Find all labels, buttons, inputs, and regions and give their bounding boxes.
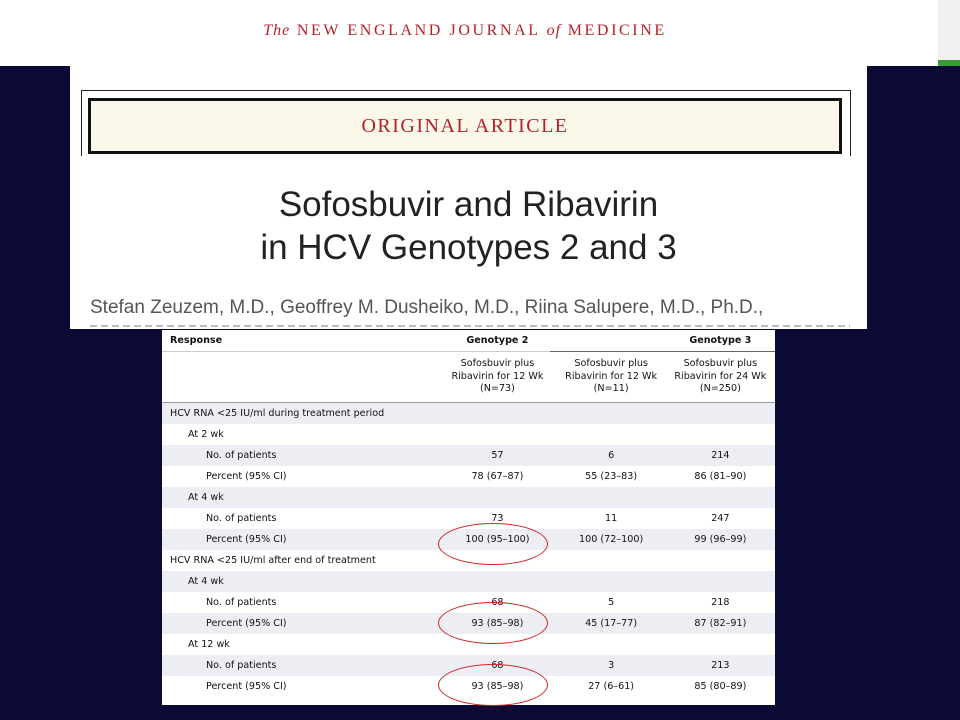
cell-genotype3-12wk xyxy=(557,634,666,655)
article-title-line-2: in HCV Genotypes 2 and 3 xyxy=(260,228,677,267)
masthead-end: MEDICINE xyxy=(567,22,667,39)
row-label: No. of patients xyxy=(162,445,438,466)
cell-genotype3-12wk xyxy=(557,403,666,425)
subheader-group-1-line-1: Sofosbuvir plus xyxy=(460,358,535,370)
subheader-group-3-line-1: Sofosbuvir plus xyxy=(683,358,758,370)
table-row xyxy=(162,403,775,425)
subheader-group-1 xyxy=(438,352,556,403)
article-title-line-1: Sofosbuvir and Ribavirin xyxy=(278,185,659,224)
table-row xyxy=(162,424,775,445)
cell-genotype3-24wk xyxy=(666,571,775,592)
subheader-group-1-line-2: Ribavirin for 12 Wk xyxy=(451,370,544,382)
cell-genotype3-12wk xyxy=(557,424,666,445)
masthead-the: The xyxy=(263,22,291,39)
row-label: No. of patients xyxy=(206,597,277,608)
header-genotype-3 xyxy=(666,330,775,352)
cell-genotype3-12wk: 5 xyxy=(608,597,615,608)
row-label: No. of patients xyxy=(162,655,438,676)
subheader-group-3 xyxy=(666,352,775,403)
row-label: HCV RNA <25 IU/ml after end of treatment xyxy=(170,555,376,566)
row-label: No. of patients xyxy=(206,513,277,524)
cell-genotype2-12wk: 93 (85–98) xyxy=(471,681,524,692)
cell-genotype3-24wk: 86 (81–90) xyxy=(694,471,747,482)
row-label: Percent (95% CI) xyxy=(206,471,287,482)
journal-header-bar xyxy=(0,0,960,66)
cell-genotype3-12wk: 55 (23–83) xyxy=(585,471,638,482)
cell-genotype3-24wk xyxy=(666,634,775,655)
cell-genotype2-12wk: 68 xyxy=(438,655,556,676)
row-label: At 2 wk xyxy=(188,429,224,440)
cell-genotype3-12wk xyxy=(557,487,666,508)
masthead-middle: NEW ENGLAND JOURNAL xyxy=(296,22,541,39)
cell-genotype3-12wk: 11 xyxy=(605,513,618,524)
cell-genotype2-12wk: 73 xyxy=(491,513,504,524)
row-label: Percent (95% CI) xyxy=(162,613,438,634)
cell-genotype3-24wk: 218 xyxy=(711,597,730,608)
cell-genotype3-12wk: 27 (6–61) xyxy=(588,681,635,692)
header-genotype-2: Genotype 2 xyxy=(438,330,556,352)
table-row xyxy=(162,487,775,508)
cell-genotype3-24wk: 99 (96–99) xyxy=(666,529,775,550)
row-label: At 4 wk xyxy=(162,571,438,592)
subheader-group-2-line-3: (N=11) xyxy=(593,383,629,395)
cell-genotype2-12wk: 68 xyxy=(491,597,504,608)
slide-accent-bar xyxy=(938,60,960,66)
cell-genotype2-12wk xyxy=(438,487,556,508)
cell-genotype3-12wk xyxy=(557,571,666,592)
cell-genotype3-12wk: 45 (17–77) xyxy=(557,613,666,634)
cell-genotype3-12wk xyxy=(557,550,666,571)
subheader-group-1-line-3: (N=73) xyxy=(479,383,515,395)
table-row xyxy=(162,571,775,592)
genotype-3-span-rule xyxy=(550,351,775,352)
row-label: At 4 wk xyxy=(162,487,438,508)
cell-genotype2-12wk xyxy=(438,571,556,592)
header-response: Response xyxy=(162,330,438,352)
row-label: HCV RNA <25 IU/ml during treatment period xyxy=(162,403,438,425)
subheader-group-3-line-3: (N=250) xyxy=(699,383,741,395)
cell-genotype3-24wk: 87 (82–91) xyxy=(666,613,775,634)
slide-edge-strip xyxy=(938,0,960,66)
subheader-blank xyxy=(162,352,438,403)
row-label: Percent (95% CI) xyxy=(162,529,438,550)
subheader-group-2-line-1: Sofosbuvir plus xyxy=(574,358,648,370)
cell-genotype3-24wk xyxy=(666,403,775,425)
article-header-panel xyxy=(70,66,867,329)
highlight-circle-4wk-post-treatment xyxy=(438,602,548,644)
article-type-label: ORIGINAL ARTICLE xyxy=(361,115,569,137)
row-label: Percent (95% CI) xyxy=(206,681,287,692)
subheader-group-2-line-2: Ribavirin for 12 Wk xyxy=(565,370,658,382)
cell-genotype2-12wk xyxy=(438,403,556,425)
cell-genotype2-12wk: 78 (67–87) xyxy=(471,471,524,482)
subheader-group-2 xyxy=(557,352,666,403)
cell-genotype3-12wk: 100 (72–100) xyxy=(557,529,666,550)
cell-genotype3-24wk xyxy=(666,550,775,571)
highlight-circle-4wk-on-treatment xyxy=(438,523,548,565)
results-table-panel xyxy=(162,330,775,705)
header-genotype-3-spacer xyxy=(557,330,666,352)
article-type-box xyxy=(88,98,842,154)
table-row xyxy=(162,466,775,487)
cell-genotype3-12wk: 6 xyxy=(557,445,666,466)
author-list: Stefan Zeuzem, M.D., Geoffrey M. Dusheiko, M.D., Riina Salupere, M.D., Ph.D., xyxy=(90,297,764,318)
subheader-group-3-line-2: Ribavirin for 24 Wk xyxy=(674,370,767,382)
cell-genotype3-12wk: 3 xyxy=(557,655,666,676)
masthead-of: of xyxy=(546,22,562,39)
cell-genotype3-24wk: 247 xyxy=(711,513,730,524)
cell-genotype3-24wk: 85 (80–89) xyxy=(694,681,747,692)
article-title xyxy=(70,183,867,269)
cell-genotype3-24wk xyxy=(666,424,775,445)
row-label: At 12 wk xyxy=(188,639,230,650)
table-row xyxy=(162,445,775,466)
cell-genotype3-24wk: 213 xyxy=(666,655,775,676)
cell-genotype2-12wk: 57 xyxy=(438,445,556,466)
cell-genotype2-12wk: 100 (95–100) xyxy=(438,529,556,550)
cell-genotype3-24wk: 214 xyxy=(666,445,775,466)
author-list-cropped-line xyxy=(90,322,850,328)
cell-genotype3-24wk xyxy=(666,487,775,508)
journal-masthead xyxy=(0,22,930,40)
table-subheader-row xyxy=(162,352,775,403)
highlight-circle-12wk-post-treatment xyxy=(438,664,548,706)
table-header-row xyxy=(162,330,775,352)
cell-genotype2-12wk: 93 (85–98) xyxy=(438,613,556,634)
header-genotype-3-label: Genotype 3 xyxy=(689,335,752,346)
cell-genotype2-12wk xyxy=(438,424,556,445)
